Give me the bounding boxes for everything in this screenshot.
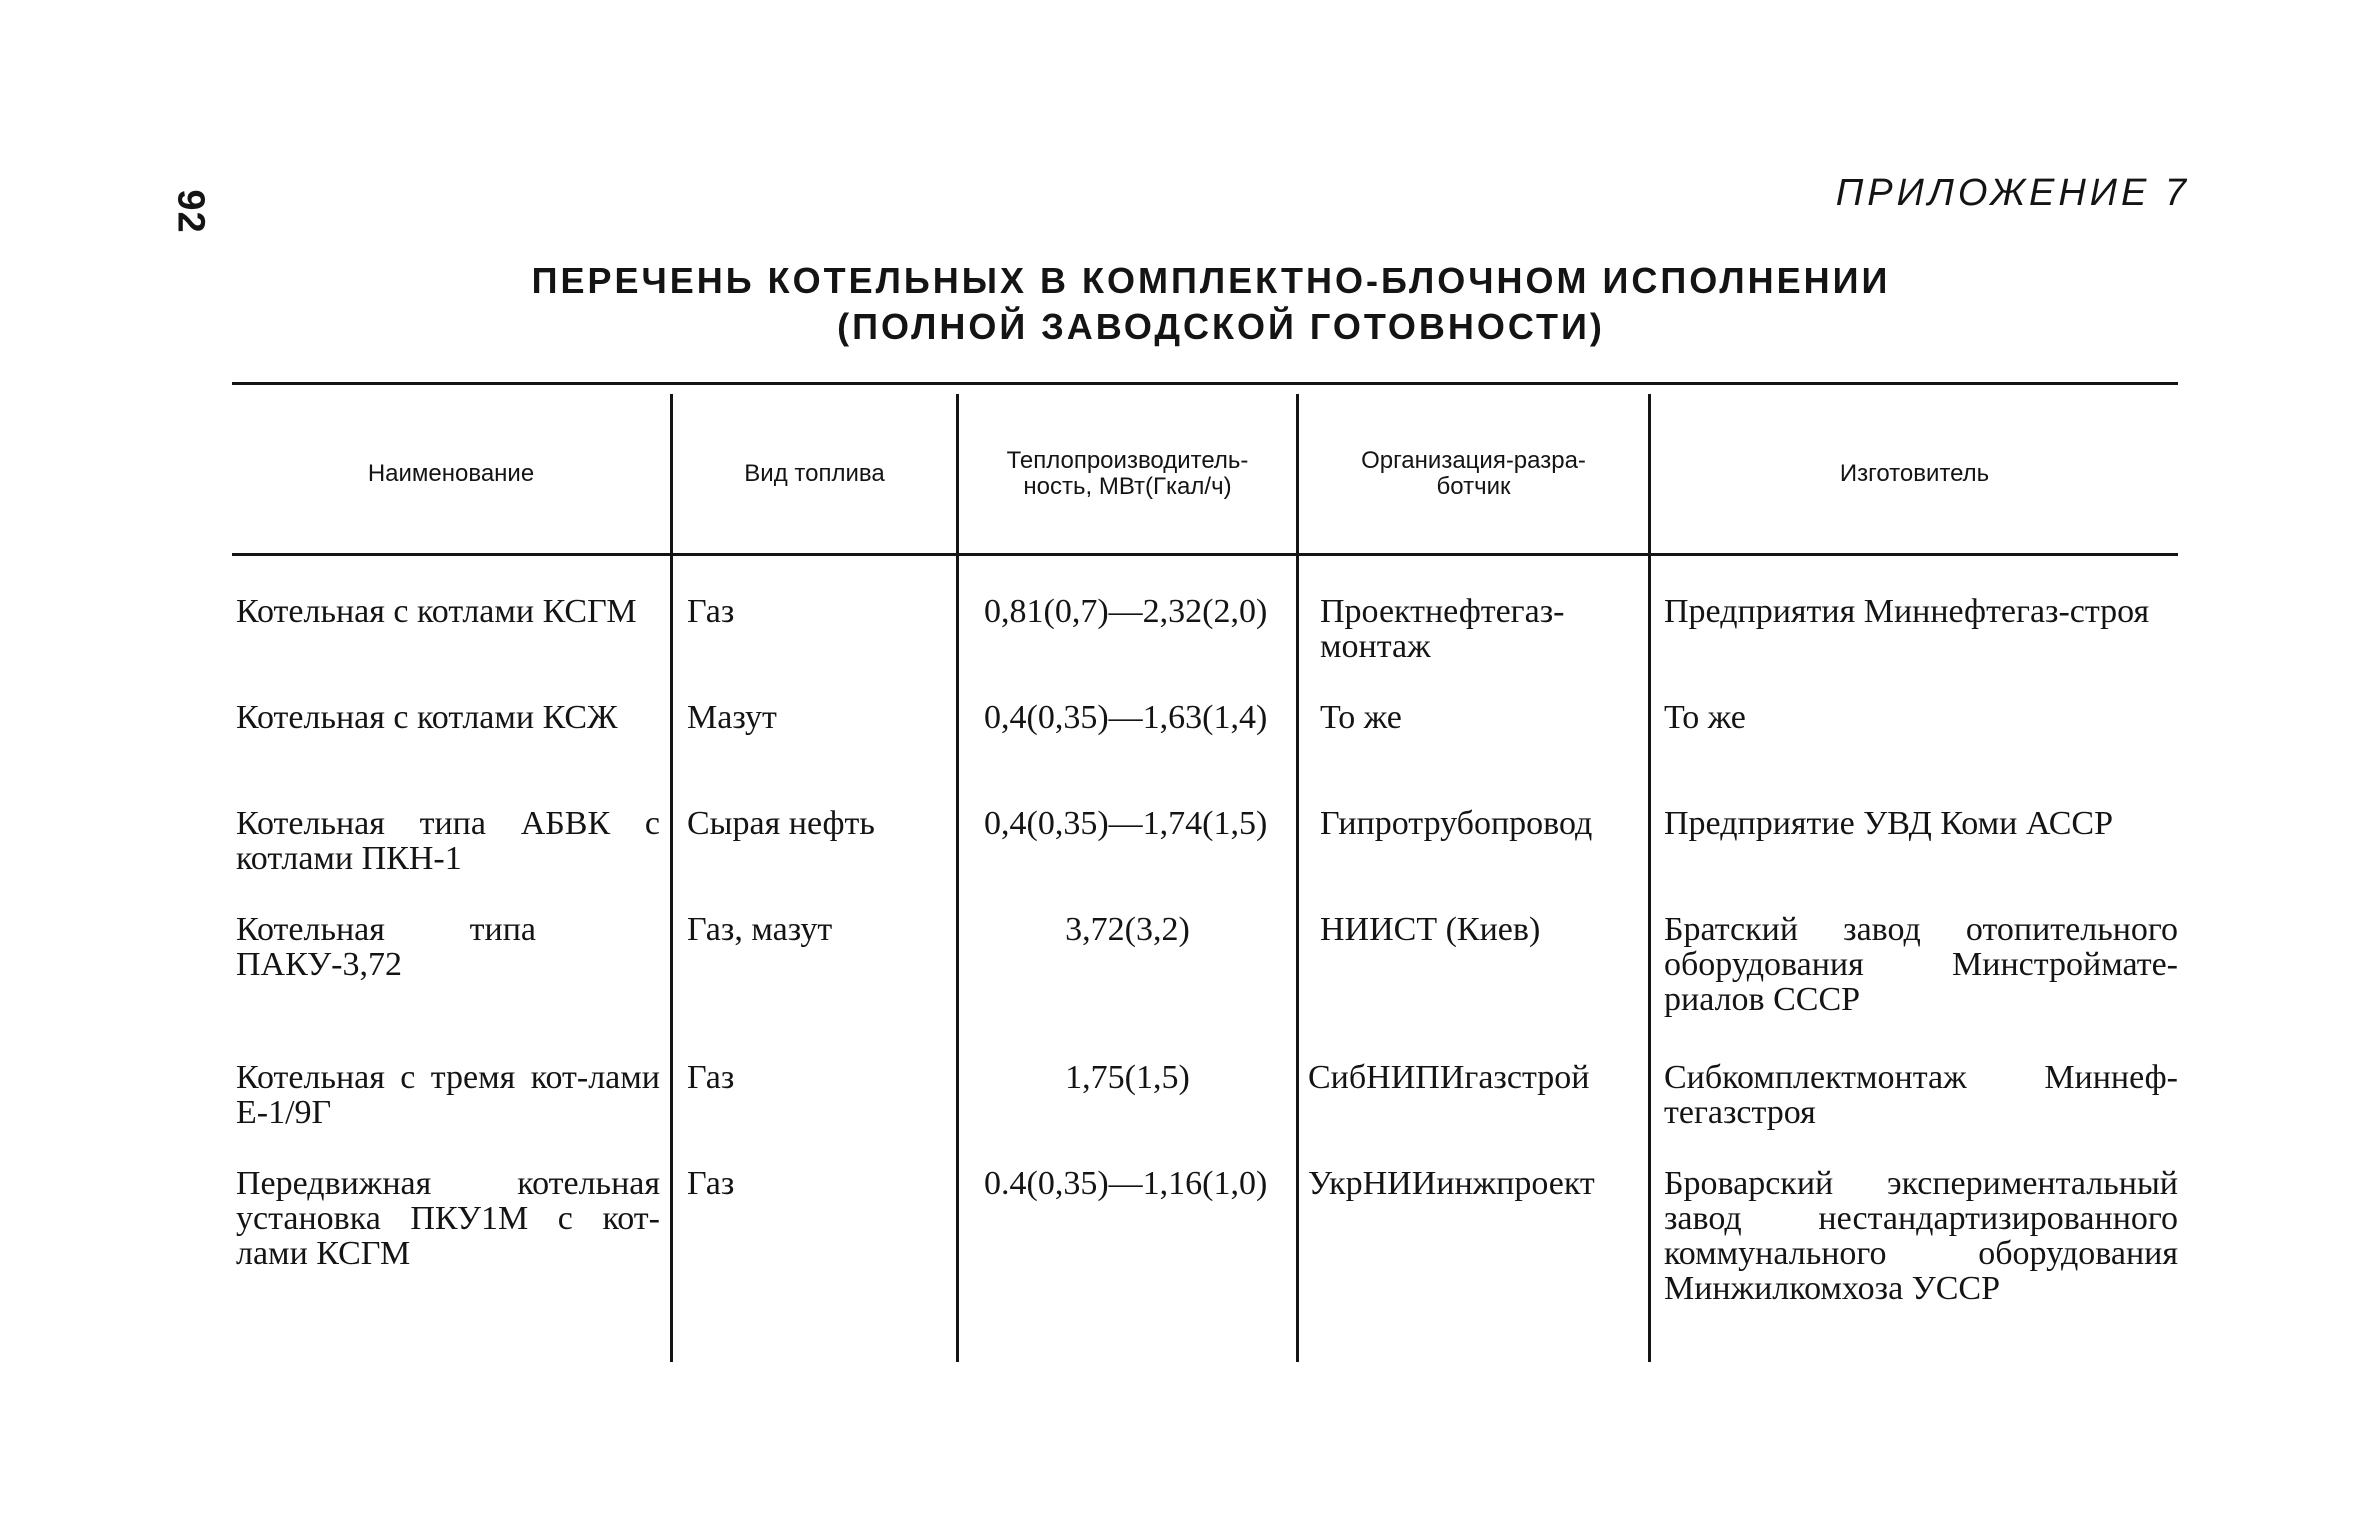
row-6-manufacturer: Броварский экспериментальный завод нестандартизированного коммунального оборудования Минжилкомхоза УССР <box>1664 1165 2178 1307</box>
row-6-name: Передвижная котельная установка ПКУ1М с кот-лами КСГМ <box>236 1165 660 1272</box>
header-name: Наименование <box>367 459 535 487</box>
row-1-fuel: Газ <box>687 593 735 630</box>
appendix-label: ПРИЛОЖЕНИЕ 7 <box>1835 172 2190 214</box>
row-5-developer: СибНИПИгазстрой <box>1308 1059 1590 1096</box>
header-power: Теплопроизводитель-ность, МВт(Гкал/ч) <box>1006 446 1249 500</box>
row-5-name: Котельная с тремя кот-лами Е-1/9Г <box>236 1059 660 1131</box>
row-6-fuel: Газ <box>687 1165 735 1202</box>
row-3-name: Котельная типа АБВК с котлами ПКН-1 <box>236 805 660 877</box>
row-1-developer: Проектнефтегаз-монтаж <box>1320 593 1565 665</box>
page-number: 92 <box>169 189 212 234</box>
row-5-manufacturer: Сибкомплектмонтаж Миннеф-тегазстроя <box>1664 1059 2178 1131</box>
row-6-power: 0.4(0,35)—1,16(1,0) <box>984 1165 1268 1202</box>
row-2-developer: То же <box>1320 699 1402 736</box>
boiler-table <box>232 382 2178 1362</box>
row-6-developer: УкрНИИинжпроект <box>1308 1165 1595 1202</box>
row-3-fuel: Сырая нефть <box>687 805 875 842</box>
row-2-name: Котельная с котлами КСЖ <box>236 699 618 736</box>
title-line-1: ПЕРЕЧЕНЬ КОТЕЛЬНЫХ В КОМПЛЕКТНО-БЛОЧНОМ ИСПОЛНЕНИИ <box>531 260 1891 301</box>
row-4-developer: НИИСТ (Киев) <box>1320 911 1541 948</box>
row-5-fuel: Газ <box>687 1059 735 1096</box>
header-manufacturer: Изготовитель <box>1839 459 1990 487</box>
title-line-2: (ПОЛНОЙ ЗАВОДСКОЙ ГОТОВНОСТИ) <box>837 306 1605 347</box>
row-2-manufacturer: То же <box>1664 699 1746 736</box>
row-4-manufacturer: Братский завод отопительного оборудования Минстроймате-риалов СССР <box>1664 911 2178 1018</box>
row-2-power: 0,4(0,35)—1,63(1,4) <box>984 699 1268 736</box>
row-1-power: 0,81(0,7)—2,32(2,0) <box>984 593 1268 630</box>
table-top-rule <box>232 382 2178 385</box>
row-4-power: 3,72(3,2) <box>1065 911 1190 948</box>
row-4-fuel: Газ, мазут <box>687 911 833 948</box>
row-4-name: Котельная типа ПАКУ-3,72 <box>236 911 536 983</box>
table-header-rule <box>232 553 2178 556</box>
row-3-developer: Гипротрубопровод <box>1320 805 1593 842</box>
row-1-name: Котельная с котлами КСГМ <box>236 593 637 630</box>
row-2-fuel: Мазут <box>687 699 777 736</box>
row-3-manufacturer: Предприятие УВД Коми АССР <box>1664 805 2113 842</box>
document-title <box>0 258 2362 350</box>
header-fuel: Вид топлива <box>744 459 885 487</box>
row-3-power: 0,4(0,35)—1,74(1,5) <box>984 805 1268 842</box>
header-developer: Организация-разра-ботчик <box>1361 446 1586 500</box>
row-5-power: 1,75(1,5) <box>1065 1059 1190 1096</box>
row-1-manufacturer: Предприятия Миннефтегаз-строя <box>1664 593 2150 630</box>
